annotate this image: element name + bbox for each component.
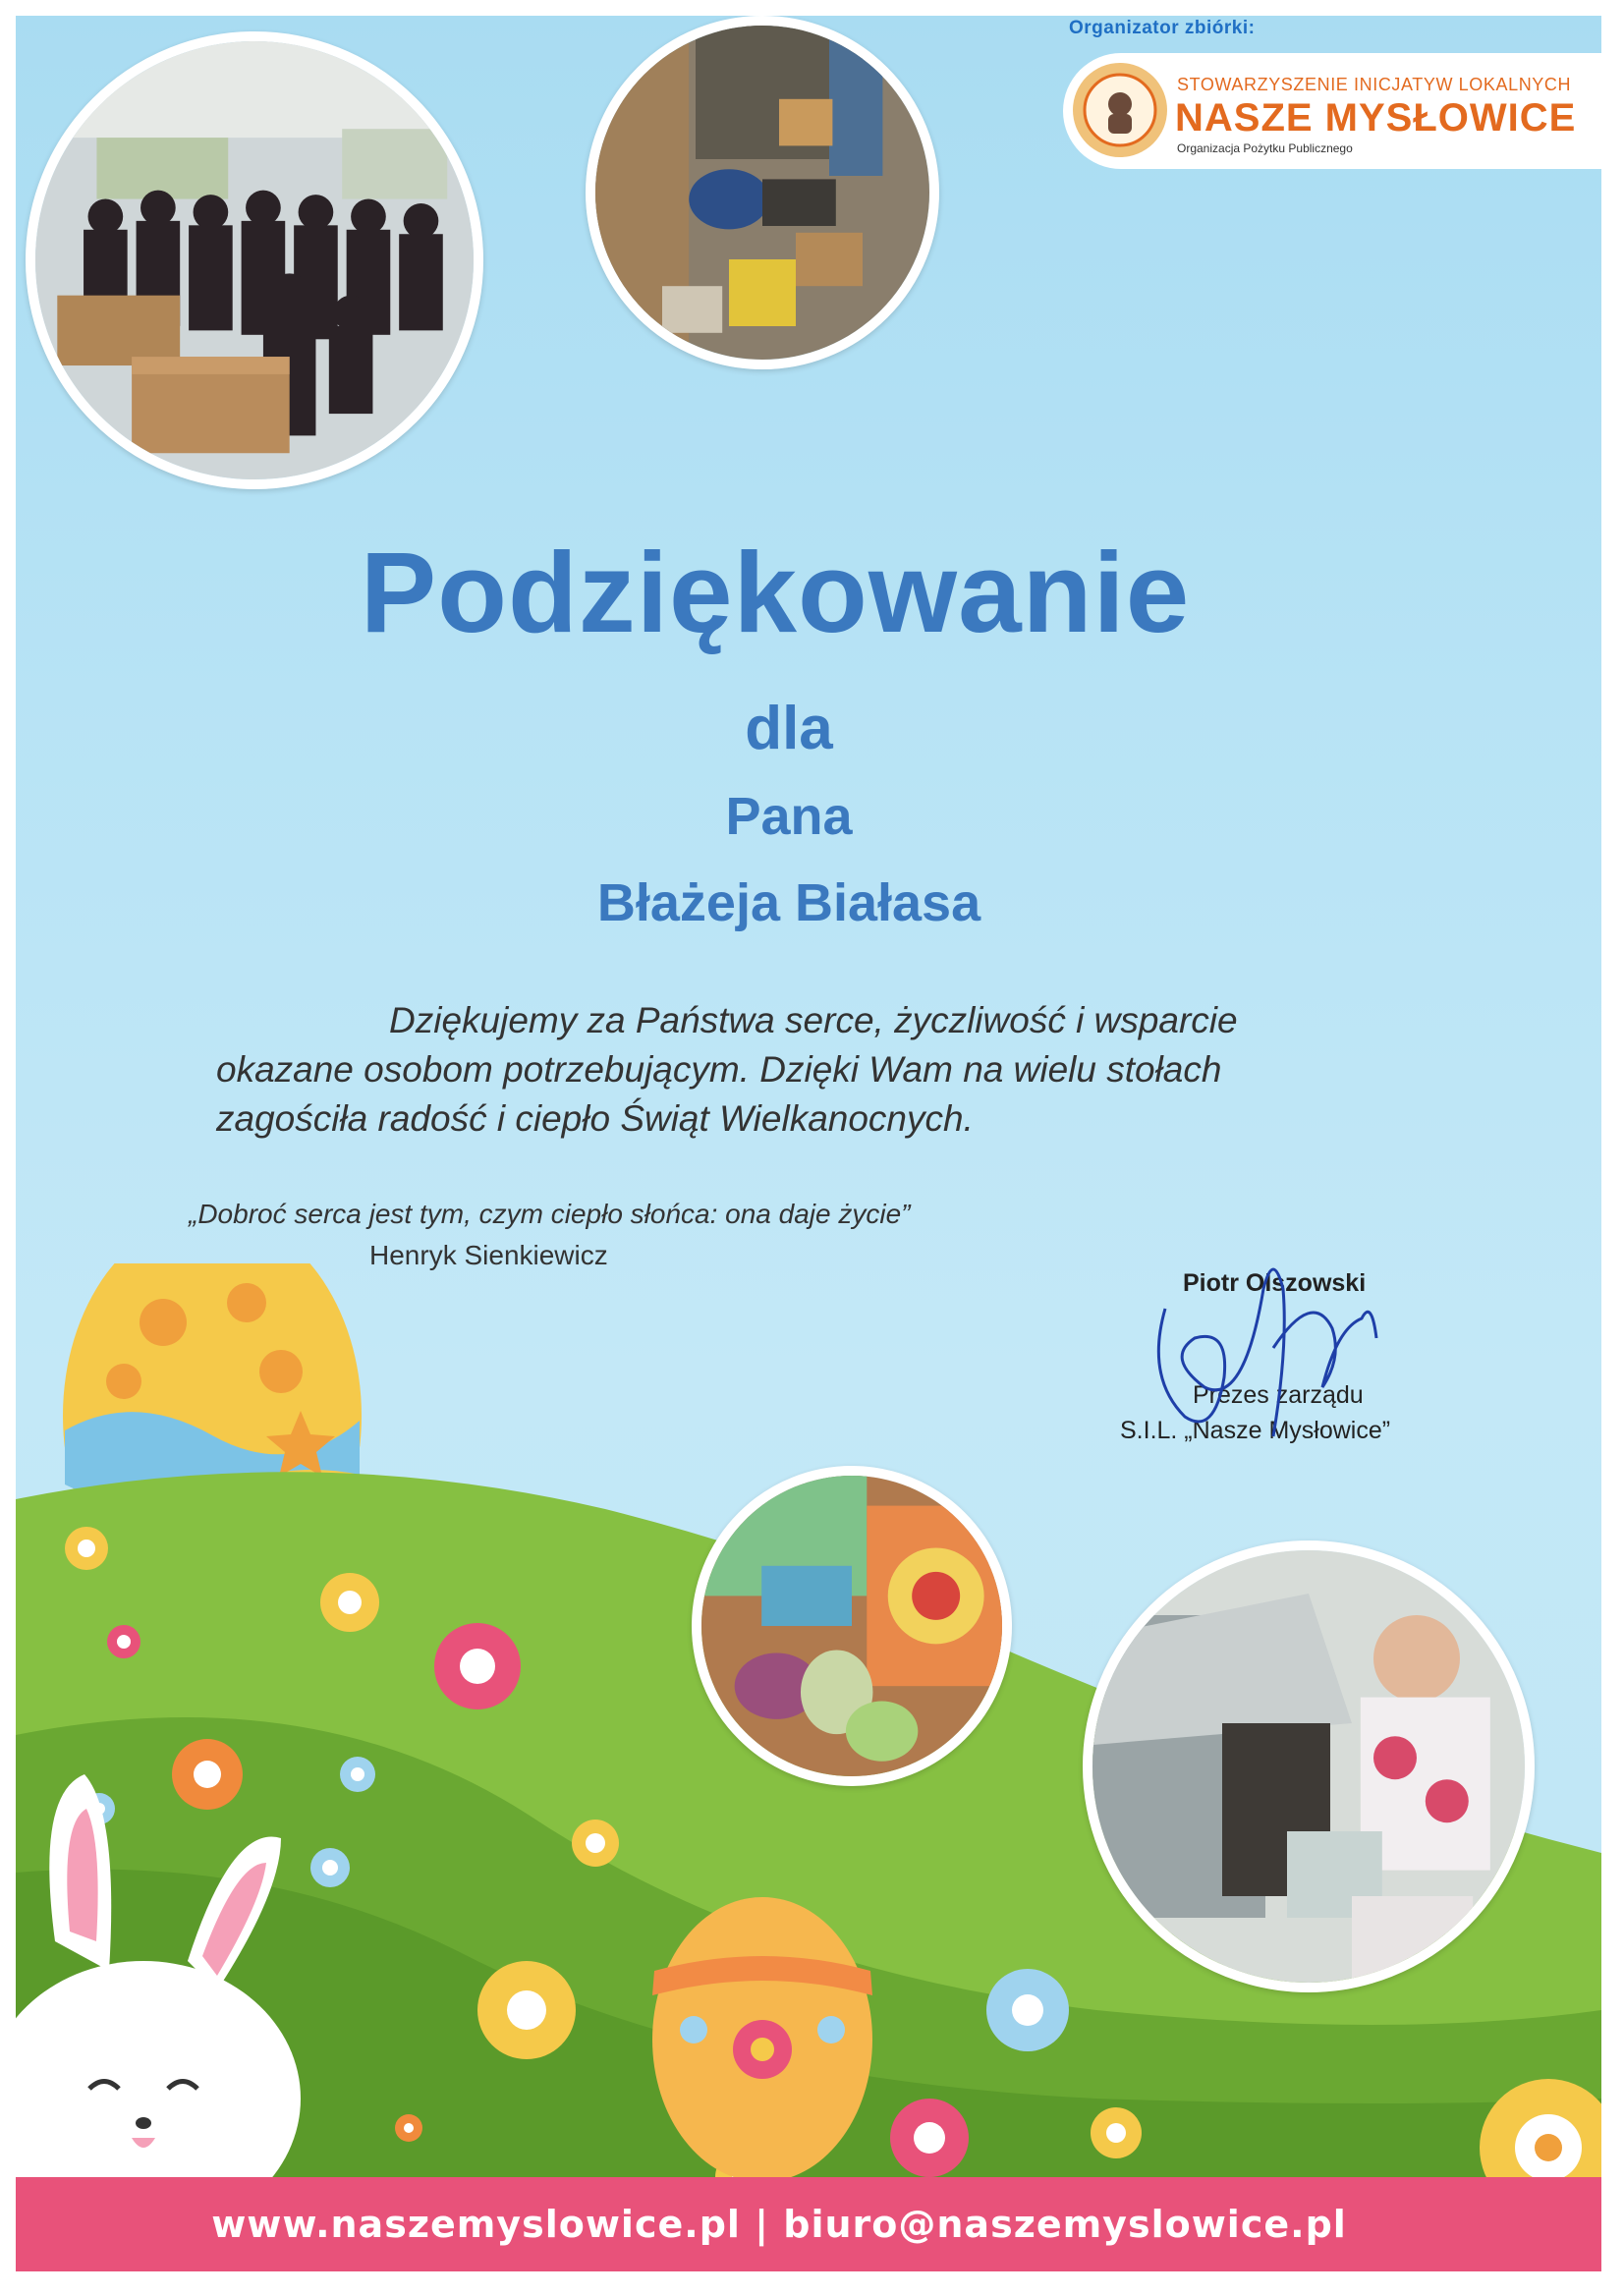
easter-egg-decorated-icon <box>652 1897 872 2182</box>
footer-bar <box>16 2177 1601 2271</box>
photo-easter-crafts <box>692 1466 1012 1786</box>
photo-students-with-boxes <box>26 31 483 489</box>
organizer-status: Organizacja Pożytku Publicznego <box>1177 141 1353 155</box>
recipient-name: Błażeja Białasa <box>596 873 981 932</box>
photo-van-donations <box>586 16 939 369</box>
quote-author: Henryk Sienkiewicz <box>369 1240 608 1270</box>
photo-donation-handover <box>1083 1540 1535 1992</box>
certificate-for: dla <box>745 695 833 762</box>
organizer-label: Organizator zbiórki: <box>1069 18 1256 38</box>
thanks-line-1: Dziękujemy za Państwa serce, życzliwość i wsparcie <box>389 1000 1238 1040</box>
signatory-role: Prezes zarządu <box>1193 1381 1364 1409</box>
certificate-sheet <box>16 16 1601 2271</box>
handwritten-signature <box>1126 1230 1421 1466</box>
signatory-name: Piotr Olszowski <box>1183 1269 1367 1297</box>
footer-contact: www.naszemyslowice.pl | biuro@naszemyslowice.pl <box>211 2203 1347 2246</box>
organization-seal-logo <box>1071 61 1169 159</box>
signatory-organization: S.I.L. „Nasze Mysłowice” <box>1120 1417 1391 1444</box>
quote-text: „Dobroć serca jest tym, czym ciepło słońca: ona daje życie” <box>189 1199 911 1229</box>
thanks-line-2: okazane osobom potrzebującym. Dzięki Wam na wielu stołach <box>216 1049 1222 1090</box>
organizer-association-name: STOWARZYSZENIE INICJATYW LOKALNYCH <box>1177 75 1572 94</box>
organizer-brand-name: NASZE MYSŁOWICE <box>1175 96 1577 140</box>
organizer-card <box>1063 53 1601 169</box>
certificate-title: Podziękowanie <box>360 529 1191 656</box>
thanks-line-3: zagościła radość i ciepło Świąt Wielkanocnych. <box>216 1098 974 1139</box>
certificate-honorific: Pana <box>725 787 853 846</box>
